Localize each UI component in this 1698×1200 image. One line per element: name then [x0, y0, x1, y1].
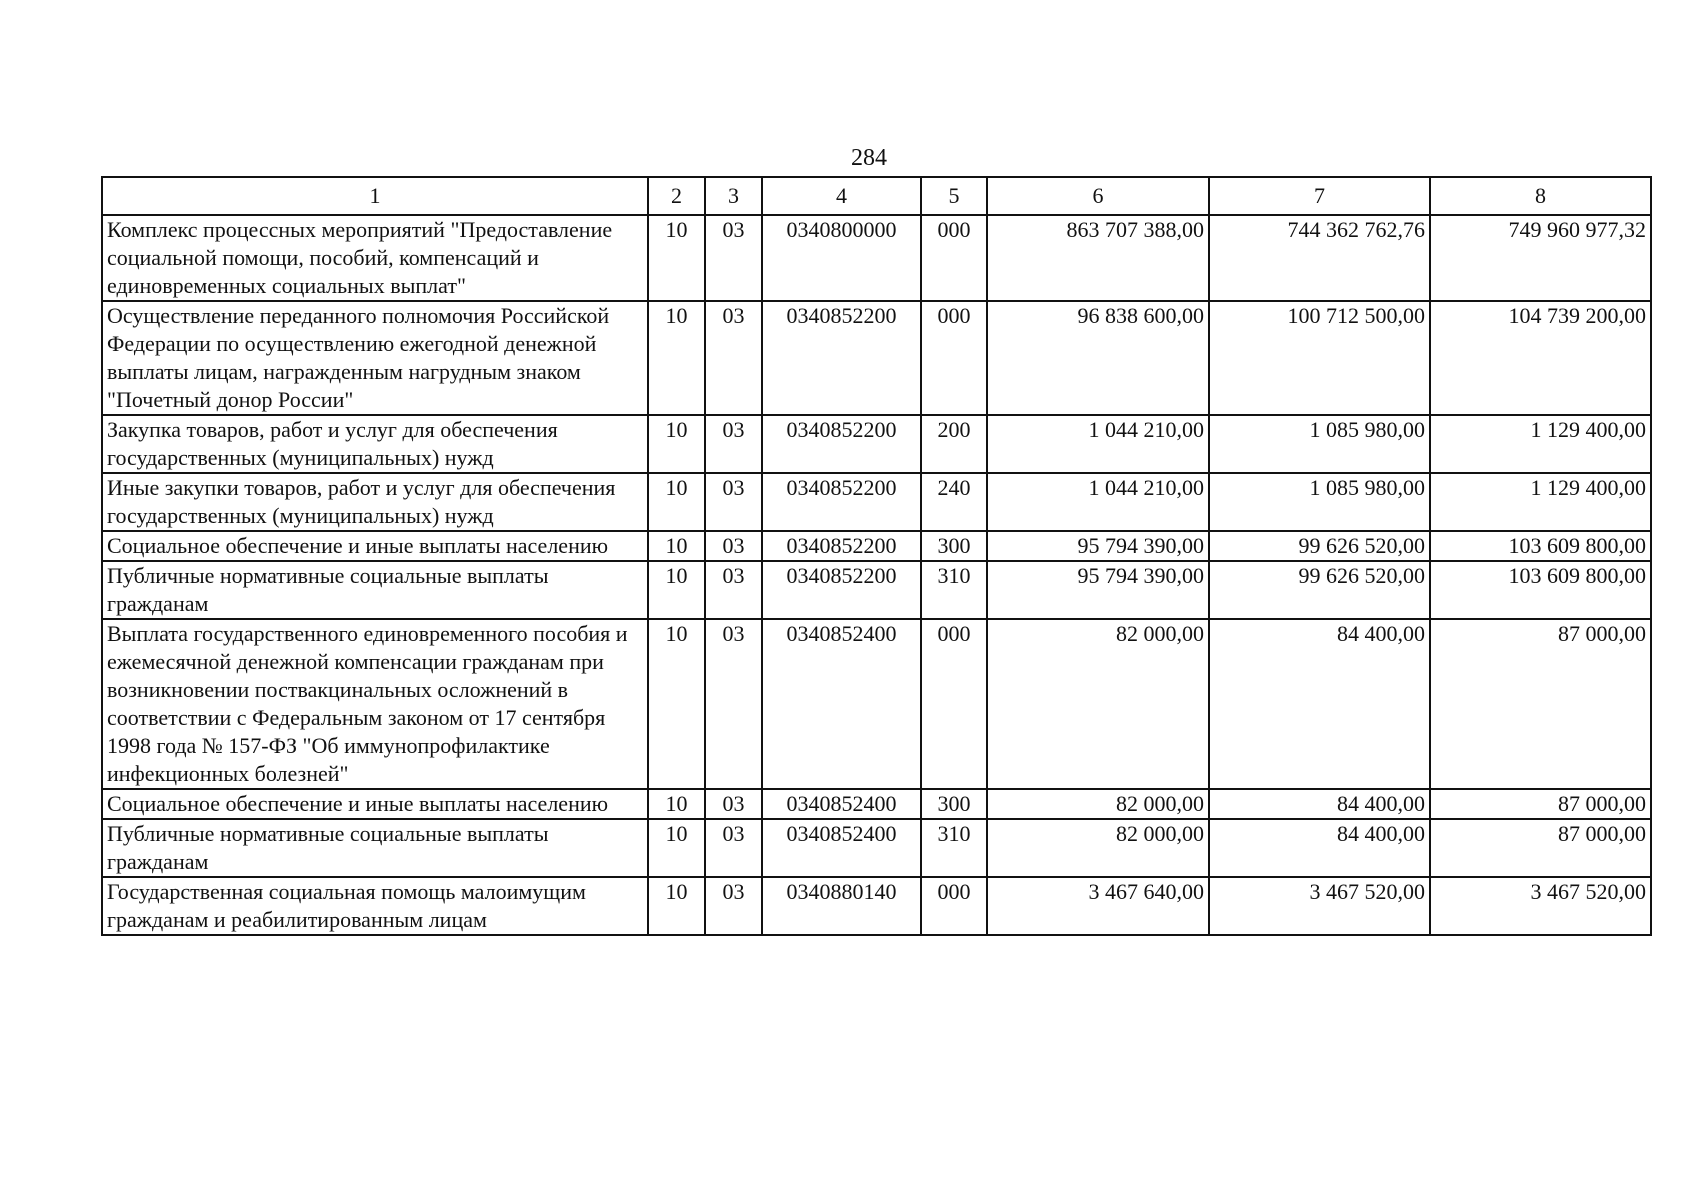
row-name: Государственная социальная помощь малоимущим гражданам и реабилитированным лицам [102, 877, 648, 935]
section-code: 10 [648, 215, 705, 301]
column-header: 7 [1209, 177, 1430, 215]
table-row [102, 531, 1651, 561]
amount-col6: 3 467 640,00 [987, 877, 1209, 935]
target-article-code: 0340852200 [762, 301, 921, 415]
table-row [102, 561, 1651, 619]
section-code: 10 [648, 789, 705, 819]
amount-col6: 1 044 210,00 [987, 473, 1209, 531]
column-header: 1 [102, 177, 648, 215]
amount-col7: 99 626 520,00 [1209, 561, 1430, 619]
table-row [102, 819, 1651, 877]
table-row [102, 877, 1651, 935]
page-number: 284 [851, 145, 887, 171]
header-row [102, 177, 1651, 215]
amount-col8: 103 609 800,00 [1430, 561, 1651, 619]
expense-type-code: 300 [921, 789, 987, 819]
row-name: Выплата государственного единовременного пособия и ежемесячной денежной компенсации гражданам при возникновении поствакцинальных осложнений в соответствии с Федеральным законом от 17 сентября 1998 года № 157-ФЗ "Об иммунопрофилактике инфекционных болезней" [102, 619, 648, 789]
amount-col6: 1 044 210,00 [987, 415, 1209, 473]
section-code: 10 [648, 561, 705, 619]
section-code: 10 [648, 619, 705, 789]
amount-col7: 100 712 500,00 [1209, 301, 1430, 415]
column-header: 2 [648, 177, 705, 215]
subsection-code: 03 [705, 877, 762, 935]
expense-type-code: 300 [921, 531, 987, 561]
amount-col8: 87 000,00 [1430, 819, 1651, 877]
amount-col8: 87 000,00 [1430, 619, 1651, 789]
table-row [102, 619, 1651, 789]
amount-col7: 3 467 520,00 [1209, 877, 1430, 935]
subsection-code: 03 [705, 789, 762, 819]
amount-col6: 95 794 390,00 [987, 561, 1209, 619]
target-article-code: 0340852200 [762, 561, 921, 619]
subsection-code: 03 [705, 531, 762, 561]
amount-col6: 82 000,00 [987, 789, 1209, 819]
budget-table [101, 176, 1652, 936]
expense-type-code: 240 [921, 473, 987, 531]
expense-type-code: 000 [921, 877, 987, 935]
amount-col7: 744 362 762,76 [1209, 215, 1430, 301]
amount-col6: 96 838 600,00 [987, 301, 1209, 415]
column-header: 3 [705, 177, 762, 215]
row-name: Публичные нормативные социальные выплаты гражданам [102, 561, 648, 619]
subsection-code: 03 [705, 473, 762, 531]
row-name: Публичные нормативные социальные выплаты гражданам [102, 819, 648, 877]
target-article-code: 0340800000 [762, 215, 921, 301]
amount-col8: 3 467 520,00 [1430, 877, 1651, 935]
amount-col7: 1 085 980,00 [1209, 415, 1430, 473]
subsection-code: 03 [705, 415, 762, 473]
amount-col7: 84 400,00 [1209, 819, 1430, 877]
section-code: 10 [648, 531, 705, 561]
section-code: 10 [648, 877, 705, 935]
expense-type-code: 200 [921, 415, 987, 473]
column-header: 6 [987, 177, 1209, 215]
amount-col8: 1 129 400,00 [1430, 415, 1651, 473]
section-code: 10 [648, 301, 705, 415]
target-article-code: 0340852400 [762, 819, 921, 877]
row-name: Комплекс процессных мероприятий "Предоставление социальной помощи, пособий, компенсаций и единовременных социальных выплат" [102, 215, 648, 301]
table-row [102, 215, 1651, 301]
expense-type-code: 310 [921, 561, 987, 619]
table-row [102, 789, 1651, 819]
amount-col7: 99 626 520,00 [1209, 531, 1430, 561]
amount-col6: 95 794 390,00 [987, 531, 1209, 561]
subsection-code: 03 [705, 561, 762, 619]
row-name: Социальное обеспечение и иные выплаты населению [102, 789, 648, 819]
amount-col7: 1 085 980,00 [1209, 473, 1430, 531]
target-article-code: 0340852200 [762, 473, 921, 531]
expense-type-code: 310 [921, 819, 987, 877]
amount-col6: 863 707 388,00 [987, 215, 1209, 301]
row-name: Социальное обеспечение и иные выплаты населению [102, 531, 648, 561]
subsection-code: 03 [705, 619, 762, 789]
amount-col6: 82 000,00 [987, 819, 1209, 877]
section-code: 10 [648, 819, 705, 877]
row-name: Закупка товаров, работ и услуг для обеспечения государственных (муниципальных) нужд [102, 415, 648, 473]
target-article-code: 0340852200 [762, 531, 921, 561]
expense-type-code: 000 [921, 619, 987, 789]
column-header: 4 [762, 177, 921, 215]
row-name: Осуществление переданного полномочия Российской Федерации по осуществлению ежегодной денежной выплаты лицам, награжденным нагрудным знаком "Почетный донор России" [102, 301, 648, 415]
target-article-code: 0340880140 [762, 877, 921, 935]
subsection-code: 03 [705, 819, 762, 877]
column-header: 8 [1430, 177, 1651, 215]
amount-col8: 104 739 200,00 [1430, 301, 1651, 415]
target-article-code: 0340852400 [762, 789, 921, 819]
target-article-code: 0340852200 [762, 415, 921, 473]
amount-col7: 84 400,00 [1209, 619, 1430, 789]
amount-col7: 84 400,00 [1209, 789, 1430, 819]
table-row [102, 415, 1651, 473]
column-header: 5 [921, 177, 987, 215]
table-row [102, 301, 1651, 415]
amount-col8: 103 609 800,00 [1430, 531, 1651, 561]
subsection-code: 03 [705, 301, 762, 415]
expense-type-code: 000 [921, 215, 987, 301]
amount-col8: 1 129 400,00 [1430, 473, 1651, 531]
expense-type-code: 000 [921, 301, 987, 415]
target-article-code: 0340852400 [762, 619, 921, 789]
amount-col6: 82 000,00 [987, 619, 1209, 789]
table-row [102, 473, 1651, 531]
section-code: 10 [648, 473, 705, 531]
subsection-code: 03 [705, 215, 762, 301]
amount-col8: 749 960 977,32 [1430, 215, 1651, 301]
row-name: Иные закупки товаров, работ и услуг для обеспечения государственных (муниципальных) нужд [102, 473, 648, 531]
section-code: 10 [648, 415, 705, 473]
amount-col8: 87 000,00 [1430, 789, 1651, 819]
